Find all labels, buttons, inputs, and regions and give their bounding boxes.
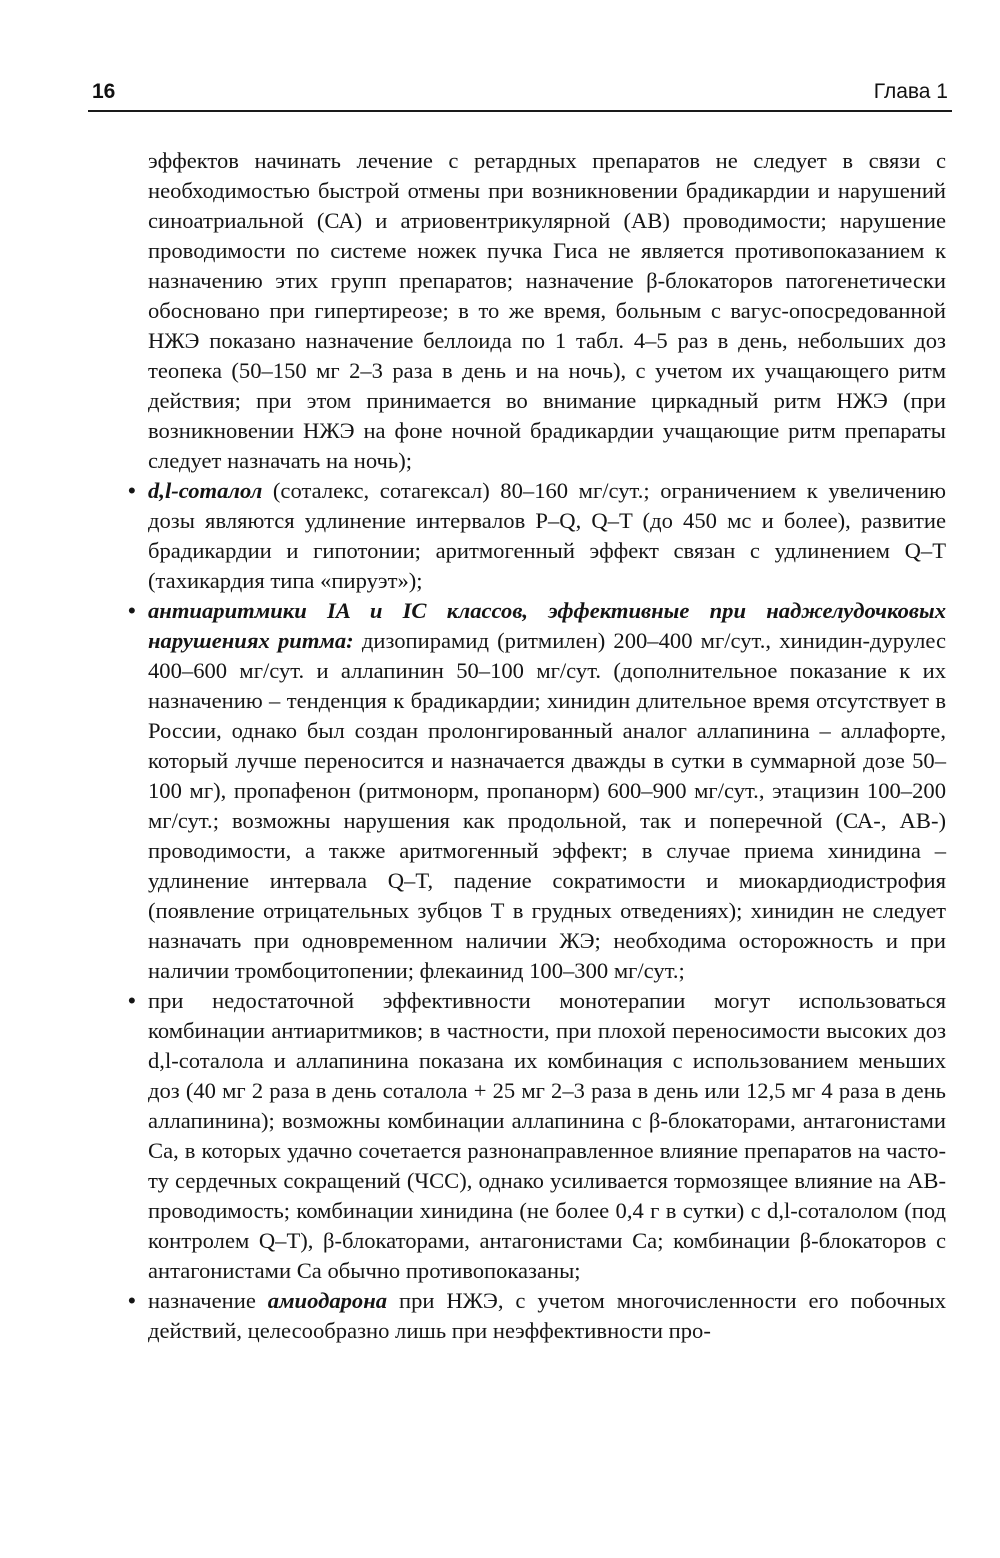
paragraph-text-pre: назначение bbox=[148, 1288, 268, 1313]
paragraph-text: (соталекс, сотагексал) 80–160 мг/сут.; ограничением к увеличению дозы являются удлинение интервалов P–Q, Q–T (до 450 мс и более), развитие брадикардии и гипотонии; аритмогенный эффект связан с удлинением Q–T (тахикардия типа «пируэт»); bbox=[148, 478, 946, 593]
bullet-sotalol bbox=[148, 476, 946, 596]
page-body bbox=[148, 146, 946, 1346]
bullet-combinations bbox=[148, 986, 946, 1286]
chapter-title: Глава 1 bbox=[873, 80, 948, 103]
paragraph-text: дизопирамид (ритмилен) 200–400 мг/сут., хинидин-дурулес 400–600 мг/сут. и аллапинин 50–100 мг/сут. (дополнительное показание к их назначению – тенденция к брадикардии; хинидин длительное время отсутствует в России, однако был создан пролонгированный аналог аллапинина – аллафорте, который лучше переносится и назначается дважды в сутки в суммарной дозе 50–100 мг), пропафенон (ритмонорм, пропанорм) 600–900 мг/сут., этацизин 100–200 мг/сут.; возможны нарушения как продольной, так и поперечной (СА-, АВ-) проводимости, а также аритмогенный эффект; в случае приема хинидина – удлинение интервала Q–T, падение сократимости и миокардиодистрофия (появление отрицательных зубцов Т в грудных отведениях); хинидин не следует назначать при одновременном наличии ЖЭ; необходима осторожность и при наличии тромбоцитопении; флекаинид 100–300 мг/сут.; bbox=[148, 628, 946, 983]
bullet-amiodarone bbox=[148, 1286, 946, 1346]
paragraph-continuation bbox=[148, 146, 946, 476]
paragraph-text: при недостаточной эффективности монотерапии могут использоваться комбинации антиаритмиков; в частности, при плохой переносимости высоких доз d,l-соталола и аллапинина показана их комбинация с использованием меньших доз (40 мг 2 раза в день соталола + 25 мг 2–3 раза в день или 12,5 мг 4 раза в день аллапинина); возможны комбинации аллапинина с β-блокаторами, антагонистами Са, в которых удачно сочетается разнонаправленное влияние препаратов на частоту сердечных сокращений (ЧСС), однако усиливается тормозящее влияние на АВ-проводимость; комбинации хинидина (не более 0,4 г в сутки) с d,l-соталолом (под контролем Q–T), β-блокаторами, антагонистами Са; комбинации β-блокаторов с антагонистами Са обычно противопоказаны; bbox=[148, 988, 946, 1283]
page-number: 16 bbox=[92, 80, 116, 103]
bullet-antiarrhythmics bbox=[148, 596, 946, 986]
drug-name-emphasis: амиодарона bbox=[267, 1288, 388, 1313]
page-header bbox=[88, 76, 952, 112]
drug-class-emphasis: антиаритмики IA и IC классов, эффективные при наджелудочковых нарушениях ритма: bbox=[148, 598, 946, 653]
paragraph-text: при НЖЭ, с учетом многочисленности его побочных действий, целесообразно лишь при неэффективности про- bbox=[148, 1288, 946, 1343]
drug-name-emphasis: d,l-соталол bbox=[148, 478, 263, 503]
paragraph-text: эффектов начинать лечение с ретардных препаратов не следует в связи с необходимостью быстрой отмены при возникновении брадикардии и нарушений синоатриальной (СА) и атриовентрикулярной (АВ) проводимости; нарушение проводимости по системе ножек пучка Гиса не является противопоказанием к назначению этих групп препаратов; назначение β-блокаторов патогенетически обосновано при гипертиреозе; в то же время, больным с вагус-опосредованной НЖЭ показано назначение беллоида по 1 табл. 4–5 раз в день, небольших доз теопека (50–150 мг 2–3 раза в день и на ночь), с учетом их учащающего ритм действия; при этом принимается во внимание циркадный ритм НЖЭ (при возникновении НЖЭ на фоне ночной брадикардии учащающие ритм препараты следует назначать на ночь); bbox=[148, 148, 946, 473]
